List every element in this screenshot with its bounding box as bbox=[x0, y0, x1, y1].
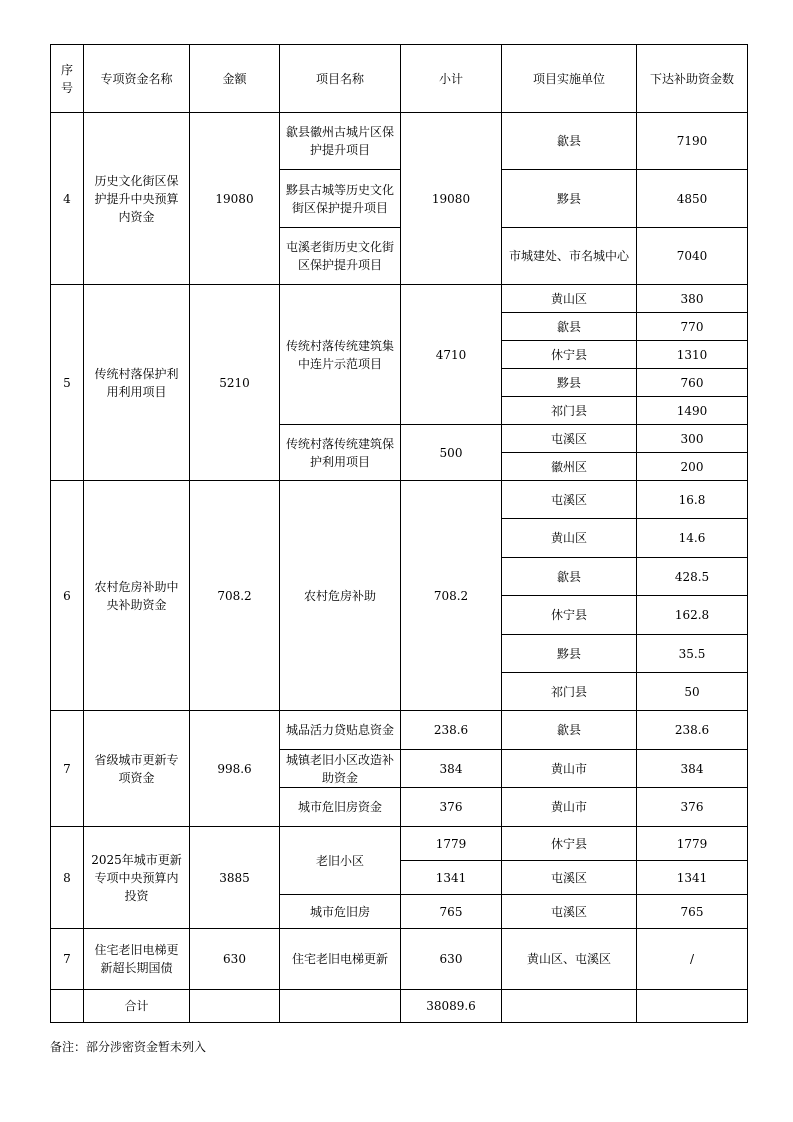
fund-name: 住宅老旧电梯更新超长期国债 bbox=[84, 929, 190, 990]
implementing-unit: 黟县 bbox=[502, 369, 637, 397]
empty-cell bbox=[190, 990, 280, 1023]
empty-cell bbox=[280, 990, 401, 1023]
header-cell: 下达补助资金数 bbox=[637, 45, 748, 113]
project-name: 歙县徽州古城片区保护提升项目 bbox=[280, 113, 401, 170]
subsidy-amount: 7190 bbox=[637, 113, 748, 170]
table-row bbox=[51, 711, 748, 750]
subsidy-amount: 428.5 bbox=[637, 558, 748, 596]
project-name: 传统村落传统建筑保护利用项目 bbox=[280, 425, 401, 481]
fund-amount: 3885 bbox=[190, 827, 280, 929]
fund-amount: 630 bbox=[190, 929, 280, 990]
subsidy-amount: 1310 bbox=[637, 341, 748, 369]
subsidy-amount: 50 bbox=[637, 673, 748, 711]
implementing-unit: 歙县 bbox=[502, 113, 637, 170]
implementing-unit: 休宁县 bbox=[502, 827, 637, 861]
subtotal: 765 bbox=[401, 895, 502, 929]
table-row bbox=[51, 827, 748, 861]
implementing-unit: 祁门县 bbox=[502, 673, 637, 711]
implementing-unit: 黄山区、屯溪区 bbox=[502, 929, 637, 990]
subsidy-amount: 1341 bbox=[637, 861, 748, 895]
subtotal: 708.2 bbox=[401, 481, 502, 711]
implementing-unit: 歙县 bbox=[502, 558, 637, 596]
subtotal: 1779 bbox=[401, 827, 502, 861]
fund-name: 省级城市更新专项资金 bbox=[84, 711, 190, 827]
header-cell: 小计 bbox=[401, 45, 502, 113]
subtotal: 376 bbox=[401, 788, 502, 827]
subsidy-amount: 14.6 bbox=[637, 519, 748, 558]
implementing-unit: 休宁县 bbox=[502, 596, 637, 635]
subsidy-amount: 770 bbox=[637, 313, 748, 341]
project-name: 老旧小区 bbox=[280, 827, 401, 895]
fund-name: 历史文化街区保护提升中央预算内资金 bbox=[84, 113, 190, 285]
project-name: 城市危旧房 bbox=[280, 895, 401, 929]
fund-amount: 19080 bbox=[190, 113, 280, 285]
empty-cell bbox=[637, 990, 748, 1023]
implementing-unit: 歙县 bbox=[502, 313, 637, 341]
implementing-unit: 屯溪区 bbox=[502, 481, 637, 519]
fund-amount: 5210 bbox=[190, 285, 280, 481]
subsidy-amount: 4850 bbox=[637, 170, 748, 228]
project-name: 城市危旧房资金 bbox=[280, 788, 401, 827]
header-cell: 专项资金名称 bbox=[84, 45, 190, 113]
subsidy-amount: 35.5 bbox=[637, 635, 748, 673]
header-row bbox=[51, 45, 748, 113]
fund-name: 传统村落保护利用利用项目 bbox=[84, 285, 190, 481]
row-number: 8 bbox=[51, 827, 84, 929]
subsidy-amount: 200 bbox=[637, 453, 748, 481]
header-cell: 项目实施单位 bbox=[502, 45, 637, 113]
subtotal: 1341 bbox=[401, 861, 502, 895]
subsidy-amount: / bbox=[637, 929, 748, 990]
project-name: 城品活力贷贴息资金 bbox=[280, 711, 401, 750]
footnote: 备注：部分涉密资金暂未列入 bbox=[50, 1040, 207, 1054]
implementing-unit: 黄山市 bbox=[502, 750, 637, 788]
subsidy-amount: 384 bbox=[637, 750, 748, 788]
project-name: 住宅老旧电梯更新 bbox=[280, 929, 401, 990]
table-row bbox=[51, 113, 748, 170]
implementing-unit: 屯溪区 bbox=[502, 425, 637, 453]
subsidy-amount: 16.8 bbox=[637, 481, 748, 519]
subtotal: 238.6 bbox=[401, 711, 502, 750]
subsidy-amount: 300 bbox=[637, 425, 748, 453]
empty-cell bbox=[51, 990, 84, 1023]
subtotal: 19080 bbox=[401, 113, 502, 285]
table-row bbox=[51, 285, 748, 313]
subtotal: 500 bbox=[401, 425, 502, 481]
implementing-unit: 市城建处、市名城中心 bbox=[502, 228, 637, 285]
subsidy-amount: 765 bbox=[637, 895, 748, 929]
subsidy-amount: 376 bbox=[637, 788, 748, 827]
subsidy-amount: 238.6 bbox=[637, 711, 748, 750]
project-name: 城镇老旧小区改造补助资金 bbox=[280, 750, 401, 788]
empty-cell bbox=[502, 990, 637, 1023]
table-row bbox=[51, 929, 748, 990]
table-row bbox=[51, 481, 748, 519]
implementing-unit: 屯溪区 bbox=[502, 861, 637, 895]
subsidy-amount: 1779 bbox=[637, 827, 748, 861]
project-name: 传统村落传统建筑集中连片示范项目 bbox=[280, 285, 401, 425]
implementing-unit: 徽州区 bbox=[502, 453, 637, 481]
total-label: 合计 bbox=[84, 990, 190, 1023]
implementing-unit: 黄山区 bbox=[502, 519, 637, 558]
implementing-unit: 黟县 bbox=[502, 635, 637, 673]
implementing-unit: 屯溪区 bbox=[502, 895, 637, 929]
implementing-unit: 黟县 bbox=[502, 170, 637, 228]
subtotal: 630 bbox=[401, 929, 502, 990]
implementing-unit: 黄山市 bbox=[502, 788, 637, 827]
subsidy-amount: 760 bbox=[637, 369, 748, 397]
row-number: 7 bbox=[51, 929, 84, 990]
fund-amount: 998.6 bbox=[190, 711, 280, 827]
total-value: 38089.6 bbox=[401, 990, 502, 1023]
subtotal: 384 bbox=[401, 750, 502, 788]
implementing-unit: 休宁县 bbox=[502, 341, 637, 369]
subsidy-amount: 7040 bbox=[637, 228, 748, 285]
row-number: 4 bbox=[51, 113, 84, 285]
row-number: 7 bbox=[51, 711, 84, 827]
row-number: 6 bbox=[51, 481, 84, 711]
fund-name: 农村危房补助中央补助资金 bbox=[84, 481, 190, 711]
subsidy-amount: 380 bbox=[637, 285, 748, 313]
project-name: 农村危房补助 bbox=[280, 481, 401, 711]
total-row bbox=[51, 990, 748, 1023]
fund-name: 2025年城市更新专项中央预算内投资 bbox=[84, 827, 190, 929]
fund-amount: 708.2 bbox=[190, 481, 280, 711]
project-name: 屯溪老街历史文化街区保护提升项目 bbox=[280, 228, 401, 285]
subsidy-amount: 1490 bbox=[637, 397, 748, 425]
header-cell: 金额 bbox=[190, 45, 280, 113]
subtotal: 4710 bbox=[401, 285, 502, 425]
implementing-unit: 祁门县 bbox=[502, 397, 637, 425]
row-number: 5 bbox=[51, 285, 84, 481]
header-cell: 项目名称 bbox=[280, 45, 401, 113]
project-name: 黟县古城等历史文化街区保护提升项目 bbox=[280, 170, 401, 228]
implementing-unit: 歙县 bbox=[502, 711, 637, 750]
implementing-unit: 黄山区 bbox=[502, 285, 637, 313]
header-cell: 序号 bbox=[51, 45, 84, 113]
subsidy-amount: 162.8 bbox=[637, 596, 748, 635]
fund-allocation-table bbox=[50, 44, 748, 1023]
